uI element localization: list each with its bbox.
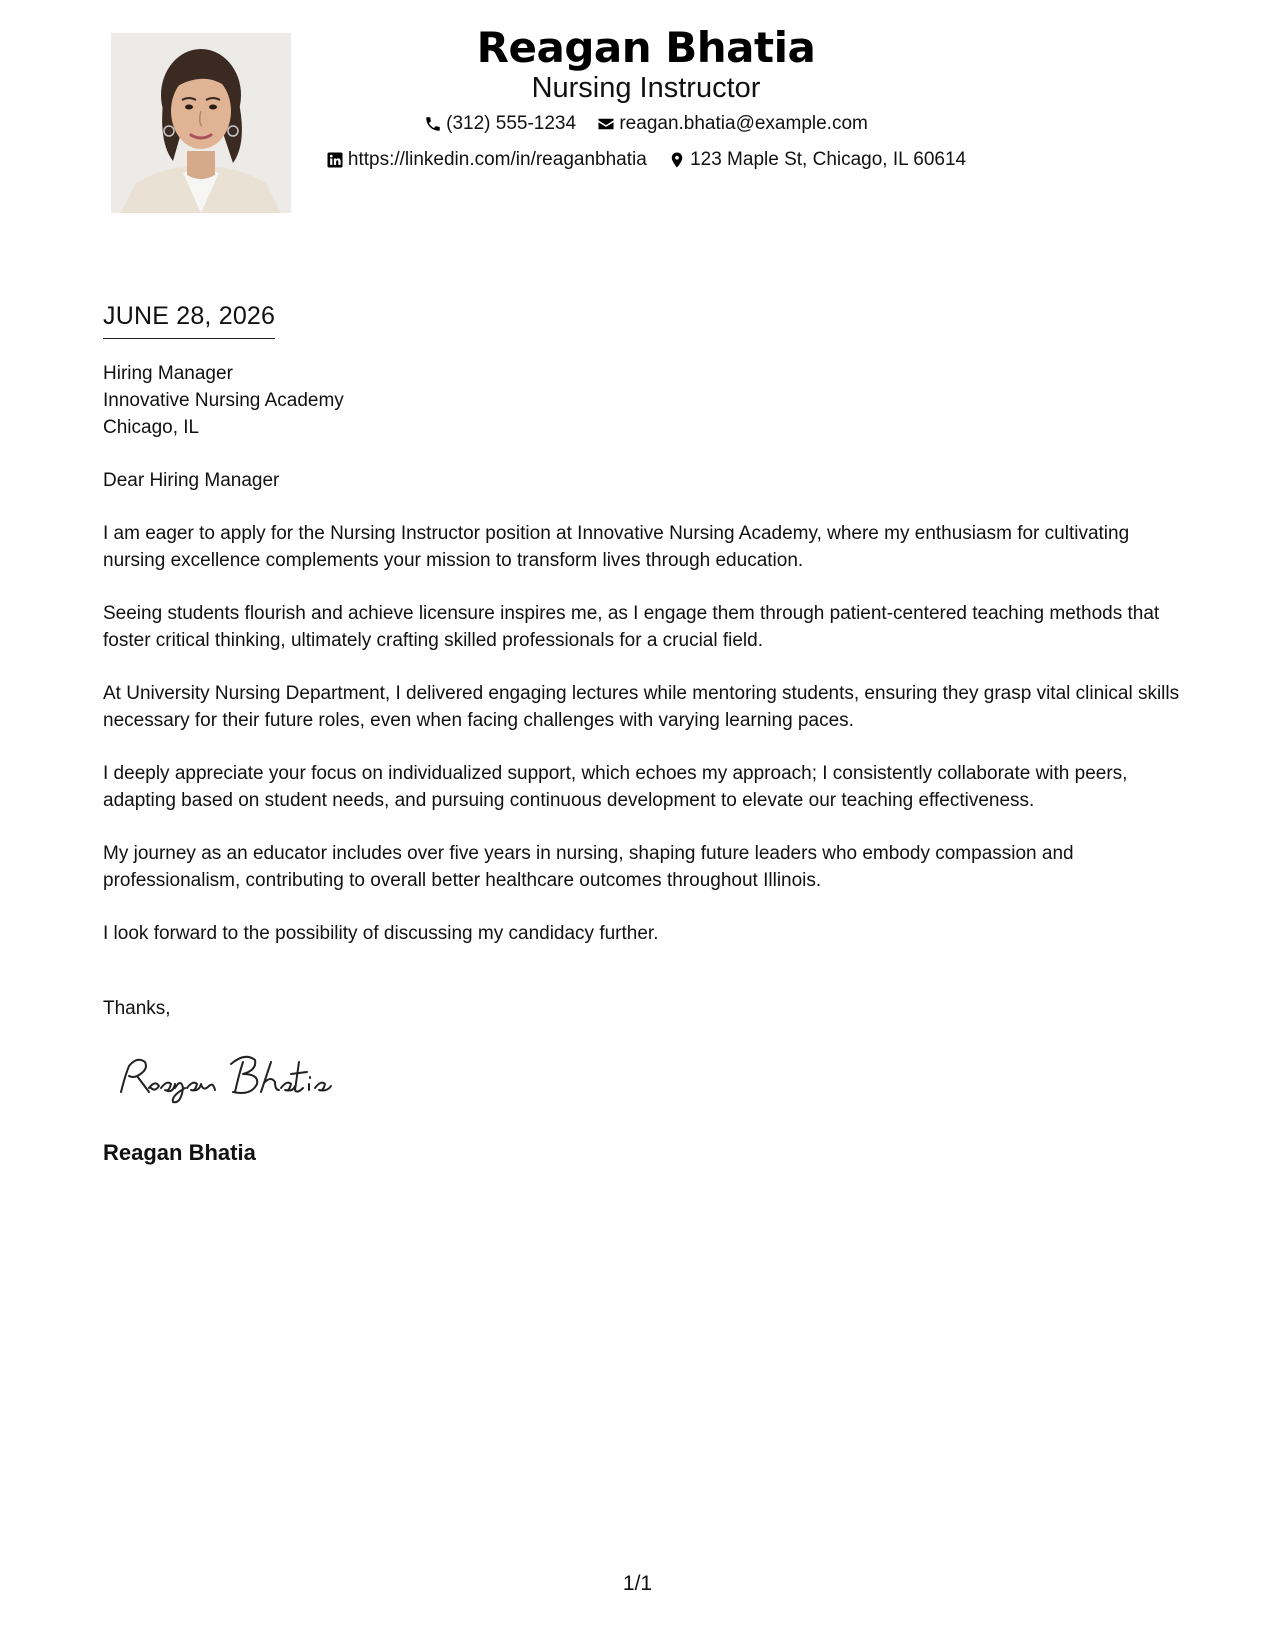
applicant-name: Reagan Bhatia: [476, 23, 816, 72]
body-paragraph: Seeing students flourish and achieve licensure inspires me, as I engage them through patient-centered teaching methods that foster critical thinking, ultimately crafting skilled professionals for a crucial field.: [103, 603, 1160, 651]
handwritten-signature: [115, 1048, 355, 1108]
salutation: Dear Hiring Manager: [103, 470, 280, 491]
phone-icon: [424, 115, 442, 133]
envelope-icon: [597, 115, 615, 133]
body-paragraph: I deeply appreciate your focus on individualized support, which echoes my approach; I consistently collaborate with peers, adapting based on student needs, and pursuing continuous development to elevate our teaching effectiveness.: [103, 763, 1128, 811]
signer-name: Reagan Bhatia: [103, 1140, 256, 1165]
linkedin-text: https://linkedin.com/in/reaganbhatia: [347, 149, 647, 170]
contact-phone: [424, 112, 576, 136]
email-text: reagan.bhatia@example.com: [619, 113, 868, 134]
body-paragraph: At University Nursing Department, I delivered engaging lectures while mentoring students, ensuring they grasp vital clinical skills necessary for their future roles, even when facing challenges with varying learning paces.: [103, 683, 1180, 731]
contact-linkedin[interactable]: [326, 148, 647, 172]
applicant-title: Nursing Instructor: [531, 72, 761, 104]
profile-photo: [111, 33, 291, 213]
recipient-organization: Innovative Nursing Academy: [103, 390, 344, 411]
recipient-block: [103, 360, 344, 441]
contact-email[interactable]: [597, 112, 867, 136]
closing-text: Thanks,: [103, 998, 171, 1019]
map-pin-icon: [668, 151, 686, 169]
address-text: 123 Maple St, Chicago, IL 60614: [690, 149, 967, 170]
page-number: 1/1: [622, 1572, 653, 1595]
body-paragraph: I look forward to the possibility of discussing my candidacy further.: [103, 923, 659, 944]
recipient-location: Chicago, IL: [103, 417, 200, 438]
letter-date: JUNE 28, 2026: [103, 300, 275, 339]
contact-row-primary: [300, 112, 992, 140]
body-paragraph: I am eager to apply for the Nursing Instructor position at Innovative Nursing Academy, where my enthusiasm for cultivating nursing excellence complements your mission to transform lives through education.: [103, 523, 1130, 571]
letter-header: [300, 22, 992, 176]
body-paragraph: My journey as an educator includes over five years in nursing, shaping future leaders who embody compassion and professionalism, contributing to overall better healthcare outcomes throughout Illinois.: [103, 843, 1074, 891]
contact-address: [668, 148, 966, 172]
letter-body: [103, 467, 1183, 973]
linkedin-icon: [326, 151, 344, 169]
recipient-name: Hiring Manager: [103, 363, 233, 384]
phone-text: (312) 555-1234: [446, 113, 577, 134]
contact-row-secondary: [300, 148, 992, 176]
